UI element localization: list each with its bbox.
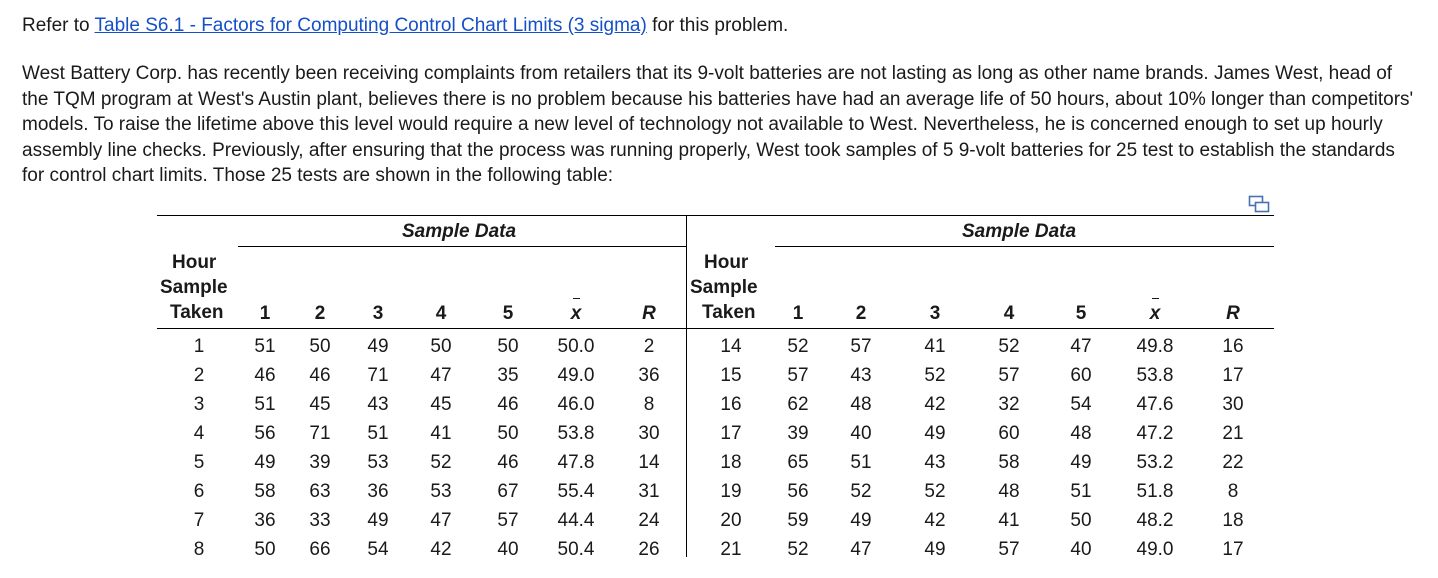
table-cell: 47 xyxy=(430,365,452,386)
table-cell: 48 xyxy=(1070,423,1092,444)
table-cell: 60 xyxy=(1070,365,1092,386)
hour-cell: 15 xyxy=(720,365,742,386)
column-header: 4 xyxy=(1003,303,1015,324)
header-bottom-rule xyxy=(157,328,1274,329)
table-cell: 53.2 xyxy=(1136,452,1174,473)
table-cell: 47.6 xyxy=(1136,394,1174,415)
table-cell: 52 xyxy=(430,452,452,473)
table-cell: 63 xyxy=(309,481,331,502)
table-s6-1-link[interactable]: Table S6.1 - Factors for Computing Control Chart Limits (3 sigma) xyxy=(94,15,647,36)
hour-cell: 17 xyxy=(720,423,742,444)
table-cell: 45 xyxy=(430,394,452,415)
table-cell: 17 xyxy=(1222,365,1244,386)
hour-cell: 6 xyxy=(193,481,205,502)
table-cell: 47.2 xyxy=(1136,423,1174,444)
table-cell: 36 xyxy=(638,365,660,386)
table-cell: 31 xyxy=(638,481,660,502)
table-cell: 14 xyxy=(638,452,660,473)
table-cell: 49 xyxy=(367,336,389,357)
table-cell: 40 xyxy=(497,539,519,560)
table-cell: 50 xyxy=(430,336,452,357)
table-cell: 46.0 xyxy=(557,394,595,415)
table-cell: 56 xyxy=(787,481,809,502)
table-cell: 39 xyxy=(787,423,809,444)
table-cell: 41 xyxy=(430,423,452,444)
table-cell: 42 xyxy=(924,510,946,531)
table-cell: 57 xyxy=(998,539,1020,560)
table-cell: 43 xyxy=(367,394,389,415)
range-symbol: R xyxy=(642,303,656,324)
hour-cell: 8 xyxy=(193,539,205,560)
table-cell: 2 xyxy=(643,336,655,357)
table-cell: 49.8 xyxy=(1136,336,1174,357)
table-cell: 43 xyxy=(924,452,946,473)
table-cell: 42 xyxy=(924,394,946,415)
intro-suffix: for this problem. xyxy=(646,15,789,36)
hour-cell: 5 xyxy=(193,452,205,473)
table-cell: 49 xyxy=(1070,452,1092,473)
hour-cell: 7 xyxy=(193,510,205,531)
table-cell: 52 xyxy=(924,481,946,502)
table-cell: 30 xyxy=(1222,394,1244,415)
table-cell: 50 xyxy=(497,336,519,357)
table-cell: 59 xyxy=(787,510,809,531)
table-cell: 49 xyxy=(367,510,389,531)
table-cell: 54 xyxy=(367,539,389,560)
column-header xyxy=(609,303,689,325)
table-cell: 51.8 xyxy=(1136,481,1174,502)
column-header xyxy=(1193,303,1273,325)
x-bar-symbol: x xyxy=(1149,303,1161,324)
hour-cell: 21 xyxy=(720,539,742,560)
table-cell: 39 xyxy=(309,452,331,473)
hour-cell: 2 xyxy=(193,365,205,386)
table-cell: 48 xyxy=(998,481,1020,502)
table-cell: 46 xyxy=(254,365,276,386)
column-header: 5 xyxy=(502,303,514,324)
column-header: 1 xyxy=(792,303,804,324)
problem-paragraph: West Battery Corp. has recently been receiving complaints from retailers that its 9-volt batteries are not lasting as long as other name brands. James West, head of the TQM program at West's Austin plant, believes there is no problem because his batteries have had an average life of 50 hours, about 10% longer than competitors' models. To raise the lifetime above this level would require a new level of technology not available to West. Nevertheless, he is concerned enough to set up hourly assembly line checks. Previously, after ensuring that the process was running properly, West took samples of 5 9-volt batteries for 25 test to establish the standards for control chart limits. Those 25 tests are shown in the following table: xyxy=(22,63,1414,187)
hour-cell: 19 xyxy=(720,481,742,502)
column-header: 4 xyxy=(435,303,447,324)
table-cell: 16 xyxy=(1222,336,1244,357)
hour-label-left: Hour xyxy=(172,252,217,273)
table-cell: 52 xyxy=(787,336,809,357)
table-cell: 42 xyxy=(430,539,452,560)
hour-cell: 1 xyxy=(193,336,205,357)
table-cell: 21 xyxy=(1222,423,1244,444)
table-cell: 55.4 xyxy=(557,481,595,502)
table-cell: 8 xyxy=(1227,481,1239,502)
table-cell: 48 xyxy=(850,394,872,415)
intro-line xyxy=(22,13,788,39)
table-cell: 71 xyxy=(309,423,331,444)
table-cell: 45 xyxy=(309,394,331,415)
table-cell: 57 xyxy=(850,336,872,357)
table-cell: 46 xyxy=(309,365,331,386)
table-cell: 53 xyxy=(430,481,452,502)
table-cell: 24 xyxy=(638,510,660,531)
hour-cell: 20 xyxy=(720,510,742,531)
table-cell: 49 xyxy=(850,510,872,531)
table-cell: 53 xyxy=(367,452,389,473)
sample-data-title-left: Sample Data xyxy=(402,221,517,242)
table-cell: 49.0 xyxy=(1136,539,1174,560)
hour-cell: 14 xyxy=(720,336,742,357)
table-cell: 60 xyxy=(998,423,1020,444)
hour-cell: 3 xyxy=(193,394,205,415)
table-cell: 40 xyxy=(1070,539,1092,560)
table-cell: 51 xyxy=(254,336,276,357)
table-cell: 50.0 xyxy=(557,336,595,357)
table-cell: 40 xyxy=(850,423,872,444)
hour-cell: 18 xyxy=(720,452,742,473)
table-cell: 17 xyxy=(1222,539,1244,560)
hour-cell: 16 xyxy=(720,394,742,415)
table-cell: 26 xyxy=(638,539,660,560)
hour-cell: 4 xyxy=(193,423,205,444)
table-cell: 41 xyxy=(998,510,1020,531)
table-cell: 43 xyxy=(850,365,872,386)
hour-label-right: Taken xyxy=(702,302,756,323)
table-cell: 50 xyxy=(497,423,519,444)
table-cell: 52 xyxy=(850,481,872,502)
range-symbol: R xyxy=(1226,303,1240,324)
sample-data-underline-left xyxy=(238,246,686,247)
table-cell: 58 xyxy=(254,481,276,502)
table-cell: 8 xyxy=(643,394,655,415)
column-header: 1 xyxy=(259,303,271,324)
table-cell: 32 xyxy=(998,394,1020,415)
table-cell: 57 xyxy=(497,510,519,531)
hour-label-left: Sample xyxy=(160,277,228,298)
table-cell: 33 xyxy=(309,510,331,531)
table-cell: 54 xyxy=(1070,394,1092,415)
table-cell: 46 xyxy=(497,394,519,415)
table-cell: 53.8 xyxy=(557,423,595,444)
column-header: 3 xyxy=(372,303,384,324)
table-cell: 57 xyxy=(998,365,1020,386)
column-header xyxy=(1115,303,1195,325)
table-cell: 47 xyxy=(430,510,452,531)
table-cell: 52 xyxy=(787,539,809,560)
table-cell: 51 xyxy=(254,394,276,415)
table-cell: 50 xyxy=(1070,510,1092,531)
table-cell: 50 xyxy=(254,539,276,560)
expand-table-icon[interactable] xyxy=(1248,195,1270,213)
column-header: 3 xyxy=(929,303,941,324)
table-cell: 30 xyxy=(638,423,660,444)
table-cell: 58 xyxy=(998,452,1020,473)
table-cell: 36 xyxy=(254,510,276,531)
table-cell: 67 xyxy=(497,481,519,502)
table-cell: 47.8 xyxy=(557,452,595,473)
table-cell: 48.2 xyxy=(1136,510,1174,531)
table-cell: 50 xyxy=(309,336,331,357)
table-cell: 49 xyxy=(924,539,946,560)
table-cell: 65 xyxy=(787,452,809,473)
table-cell: 22 xyxy=(1222,452,1244,473)
table-cell: 51 xyxy=(367,423,389,444)
hour-label-right: Sample xyxy=(690,277,758,298)
table-cell: 53.8 xyxy=(1136,365,1174,386)
table-cell: 49 xyxy=(254,452,276,473)
table-cell: 35 xyxy=(497,365,519,386)
hour-label-right: Hour xyxy=(704,252,749,273)
table-cell: 56 xyxy=(254,423,276,444)
table-cell: 47 xyxy=(850,539,872,560)
table-cell: 62 xyxy=(787,394,809,415)
hour-label-left: Taken xyxy=(170,302,224,323)
column-header xyxy=(536,303,616,325)
table-cell: 57 xyxy=(787,365,809,386)
sample-data-title-right: Sample Data xyxy=(962,221,1077,242)
column-header: 2 xyxy=(314,303,326,324)
table-cell: 18 xyxy=(1222,510,1244,531)
table-cell: 49.0 xyxy=(557,365,595,386)
table-cell: 51 xyxy=(850,452,872,473)
column-header: 5 xyxy=(1075,303,1087,324)
table-cell: 46 xyxy=(497,452,519,473)
table-cell: 71 xyxy=(367,365,389,386)
table-cell: 36 xyxy=(367,481,389,502)
column-header: 2 xyxy=(855,303,867,324)
table-cell: 47 xyxy=(1070,336,1092,357)
intro-prefix: Refer to xyxy=(22,15,95,36)
x-bar-symbol: x xyxy=(570,303,582,324)
table-top-rule xyxy=(157,215,1274,216)
table-cell: 52 xyxy=(998,336,1020,357)
table-cell: 44.4 xyxy=(557,510,595,531)
sample-data-underline-right xyxy=(775,246,1274,247)
table-cell: 49 xyxy=(924,423,946,444)
table-cell: 66 xyxy=(309,539,331,560)
table-cell: 52 xyxy=(924,365,946,386)
table-cell: 41 xyxy=(924,336,946,357)
table-cell: 51 xyxy=(1070,481,1092,502)
table-cell: 50.4 xyxy=(557,539,595,560)
